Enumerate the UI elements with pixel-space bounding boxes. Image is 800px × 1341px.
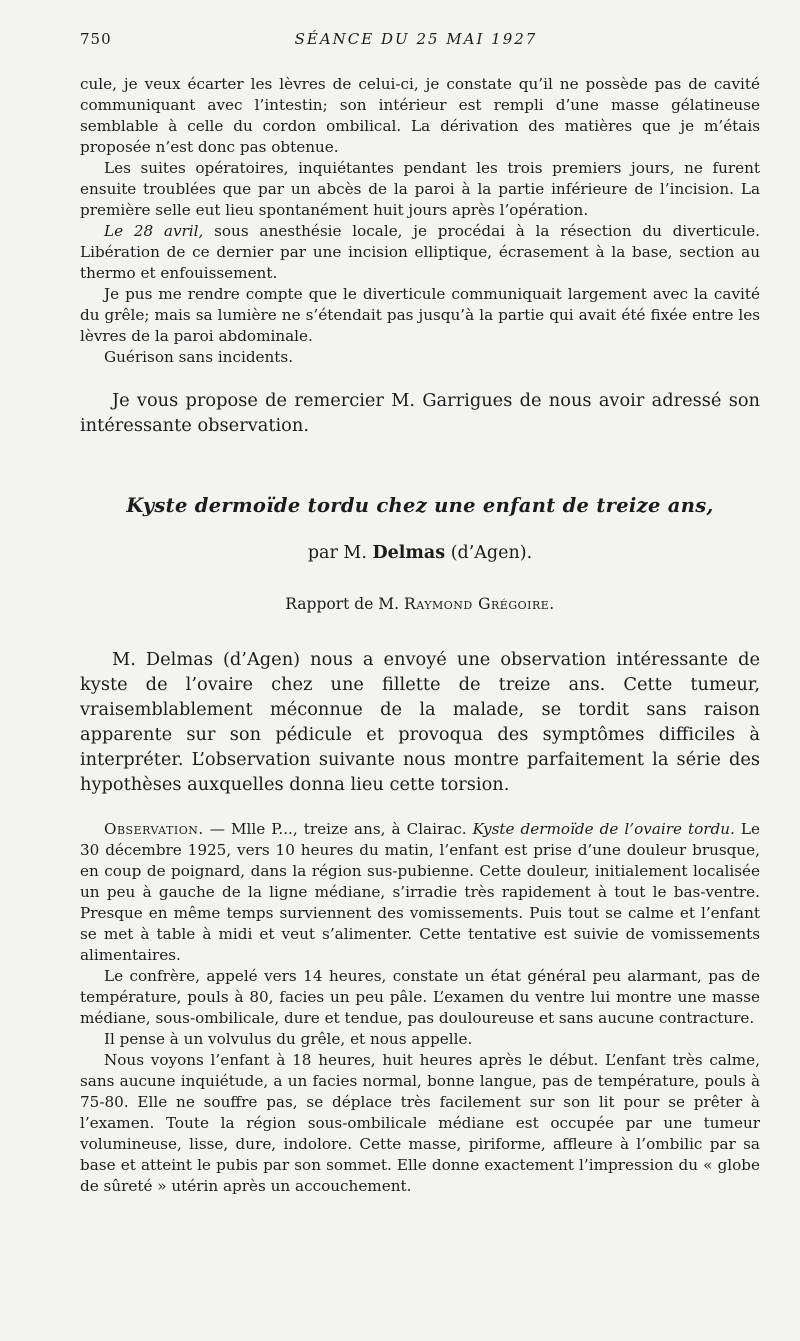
observation-paragraph [80,819,760,966]
observation-paragraph-2: Le confrère, appelé vers 14 heures, constate un état général peu alarmant, pas de température, pouls à 80, facies un peu pâle. L’examen du ventre lui montre une masse médiane, sous-ombilicale, dure et tendue, pas douloureuse et sans aucune contracture. [80,967,760,1027]
observation-paragraph-4: Nous voyons l’enfant à 18 heures, huit heures après le début. L’enfant très calme, sans aucune inquiétude, a un facies normal, bonne langue, pas de température, pouls à 75-80. Elle ne souffre pas, se déplace très facilement sur son lit pour se prêter à l’examen. Toute la région sous-ombilicale médiane est occupée par une tumeur volumineuse, lisse, dure, indolore. Cette masse, piriforme, affleure à l’ombilic par sa base et atteint le pubis par son sommet. Elle donne exactement l’impression du « globe de sûreté » utérin après un accouchement. [80,1051,760,1195]
reporter-name: Raymond Grégoire. [404,595,555,613]
observation-text: Le 30 décembre 1925, vers 10 heures du matin, l’enfant est prise d’une douleur brusque, en coup de poignard, dans la région sus-pubienne. Cette douleur, initialement localisée un peu à gauche de la ligne médiane, s’irradie très rapidement à tout le bas-ventre. Presque en même temps surviennent des vomissements. Puis tout se calme et l’enfant se met à table à midi et veut s’alimenter. Cette tentative est suivie de vomissements alimentaires. [80,820,761,964]
paragraph-diverticule: Je pus me rendre compte que le diverticule communiquait largement avec la cavité du grêle; mais sa lumière ne s’étendait pas jusqu’à la partie qui avait été fixée entre les lèvres de la paroi abdominale. [80,285,760,345]
resection-text: sous anesthésie locale, je procédai à la résection du diverticule. Libération de ce dernier par une incision elliptique, écrasement à la base, section au thermo et enfouissement. [80,222,760,282]
observation-diagnosis: Kyste dermoïde de l’ovaire tordu. [472,820,735,838]
paragraph-postoperative: Les suites opératoires, inquiétantes pendant les trois premiers jours, ne furent ensuite troublées que par un abcès de la paroi à la partie inférieure de l’incision. La première selle eut lieu spontanément huit jours après l’opération. [80,159,760,219]
running-head: SÉANCE DU 25 MAI 1927 [294,30,538,48]
report-prefix: Rapport de M. [285,595,405,613]
author-suffix: (d’Agen). [445,543,533,563]
page-body [80,74,760,1197]
observation-label: Observation. [104,820,204,838]
report-byline [80,595,760,613]
paragraph-resection [80,221,760,284]
date-text: Le 28 avril, [104,222,204,240]
conclusion-paragraph: Je vous propose de remercier M. Garrigues de nous avoir adressé son intéressante observation. [80,390,760,436]
article-author [80,543,760,563]
paragraph-continuation: cule, je veux écarter les lèvres de celui-ci, je constate qu’il ne possède pas de cavité communiquant avec l’intestin; son intérieur est rempli d’une masse gélatineuse semblable à celle du cordon ombilical. La dérivation des matières que je m’étais proposée n’est donc pas obtenue. [80,75,760,156]
author-prefix: par M. [307,543,373,563]
paragraph-healing: Guérison sans incidents. [104,348,294,366]
page-header [80,30,752,54]
observation-intro: — Mlle P..., treize ans, à Clairac. [203,820,473,838]
author-name: Delmas [372,543,446,563]
page-number: 750 [80,30,112,48]
report-paragraph: M. Delmas (d’Agen) nous a envoyé une observation intéressante de kyste de l’ovaire chez une fillette de treize ans. Cette tumeur, vraisemblablement méconnue de la malade, se tordit sans raison apparente sur son pédicule et provoqua des symptômes difficiles à interpréter. L’observation suivante nous montre parfaitement la série des hypothèses auxquelles donna lieu cette torsion. [80,649,760,795]
article-title: Kyste dermoïde tordu chez une enfant de treize ans, [126,494,714,517]
observation-paragraph-3: Il pense à un volvulus du grêle, et nous appelle. [104,1030,473,1048]
